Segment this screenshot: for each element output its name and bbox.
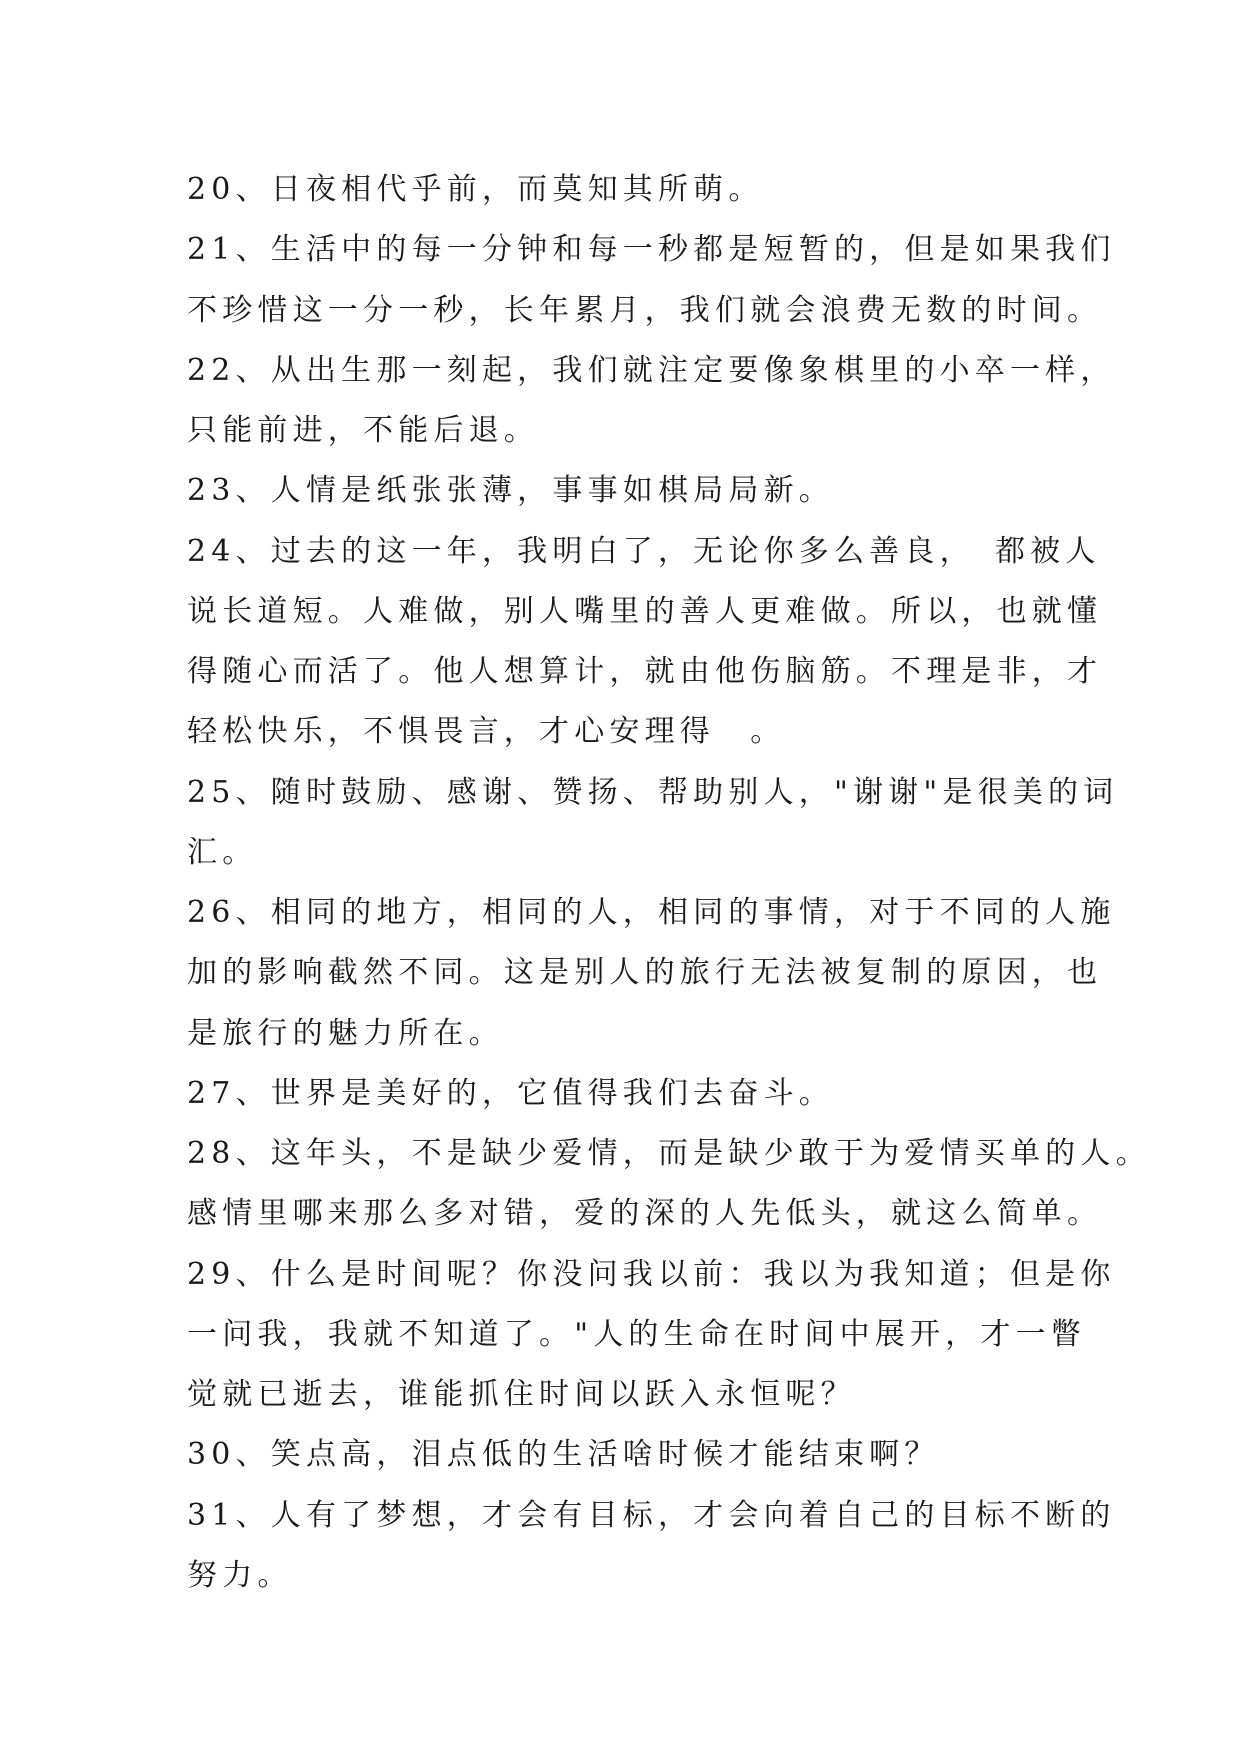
- text-line: 加的影响截然不同。这是别人的旅行无法被复制的原因，也: [187, 955, 1103, 991]
- text-line: 轻松快乐，不惧畏言，才心安理得 。: [187, 714, 786, 750]
- text-line: 努力。: [187, 1557, 293, 1593]
- text-line: 30、笑点高，泪点低的生活啥时候才能结束啊？: [187, 1437, 940, 1473]
- text-line: 28、这年头，不是缺少爱情，而是缺少敢于为爱情买单的人。: [187, 1136, 1151, 1171]
- text-line: 是旅行的魅力所在。: [187, 1015, 504, 1051]
- text-line: 26、相同的地方，相同的人，相同的事情，对于不同的人施: [187, 895, 1116, 930]
- text-line: 27、世界是美好的，它值得我们去奋斗。: [187, 1075, 834, 1111]
- text-line: 不珍惜这一分一秒，长年累月，我们就会浪费无数的时间。: [187, 292, 1103, 328]
- text-line: 23、人情是纸张张薄，事事如棋局局新。: [187, 473, 834, 509]
- text-line: 21、生活中的每一分钟和每一秒都是短暂的，但是如果我们: [187, 232, 1116, 268]
- text-line: 觉就已逝去，谁能抓住时间以跃入永恒呢？: [187, 1377, 856, 1412]
- text-line: 说长道短。人难做，别人嘴里的善人更难做。所以，也就懂: [187, 593, 1103, 629]
- text-line: 29、什么是时间呢？你没问我以前：我以为我知道；但是你: [187, 1256, 1116, 1292]
- text-line: 汇。: [187, 834, 258, 870]
- text-line: 感情里哪来那么多对错，爱的深的人先低头，就这么简单。: [187, 1196, 1103, 1232]
- text-line: 只能前进，不能后退。: [187, 413, 539, 448]
- text-line: 一问我，我就不知道了。"人的生命在时间中展开，才一瞥: [187, 1316, 1086, 1352]
- text-line: 得随心而活了。他人想算计，就由他伤脑筋。不理是非，才: [187, 654, 1103, 689]
- text-line: 20、日夜相代乎前，而莫知其所萌。: [187, 172, 764, 207]
- text-line: 25、随时鼓励、感谢、赞扬、帮助别人，"谢谢"是很美的词: [187, 774, 1119, 810]
- text-line: 24、过去的这一年，我明白了，无论你多么善良， 都被人: [187, 533, 1101, 569]
- text-line: 31、人有了梦想，才会有目标，才会向着自己的目标不断的: [187, 1497, 1116, 1533]
- text-line: 22、从出生那一刻起，我们就注定要像象棋里的小卒一样，: [187, 352, 1116, 388]
- quote-list: [187, 160, 1151, 1606]
